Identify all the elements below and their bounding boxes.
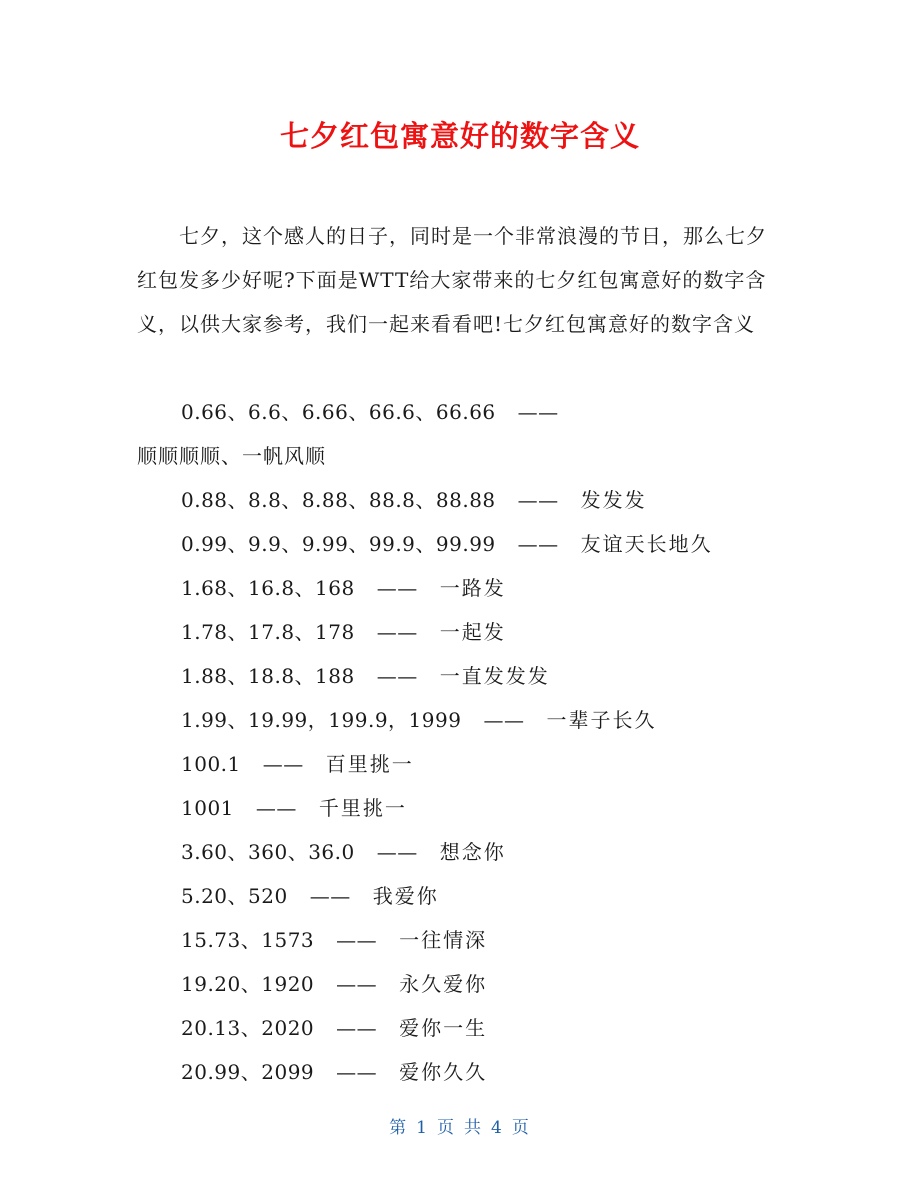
list-item: [0, 566, 920, 610]
item-dash: ——: [376, 664, 418, 688]
item-numbers: 19.20、1920: [181, 972, 315, 996]
item-numbers: 20.99、2099: [181, 1060, 315, 1084]
list-item: [0, 786, 920, 830]
item-numbers: 1.99、19.99，199.9，1999: [181, 708, 462, 732]
list-item: [0, 698, 920, 742]
item-dash: ——: [336, 1016, 378, 1040]
item-meaning: 爱你久久: [399, 1060, 488, 1084]
footer-total-label: 共: [464, 1118, 483, 1138]
item-dash: ——: [517, 532, 559, 556]
item-meaning: 一往情深: [399, 928, 488, 952]
item-numbers: 1.68、16.8、168: [181, 576, 355, 600]
item-meaning: 百里挑一: [325, 752, 414, 776]
item-meaning: 爱你一生: [399, 1016, 488, 1040]
list-item: [0, 830, 920, 874]
intro-text: 七夕，这个感人的日子，同时是一个非常浪漫的节日，那么七夕红包发多少好呢?下面是WTT给大家带来的七夕红包寓意好的数字含义，以供大家参考，我们一起来看看吧!七夕红包寓意好的数字含义: [137, 224, 767, 336]
item-meaning: 顺顺顺顺、一帆风顺: [137, 444, 326, 468]
list-item-continuation: [0, 434, 920, 478]
item-numbers: 20.13、2020: [181, 1016, 315, 1040]
item-meaning: 想念你: [439, 840, 506, 864]
item-meaning: 永久爱你: [399, 972, 488, 996]
intro-paragraph: [137, 214, 787, 346]
page-title: 七夕红包寓意好的数字含义: [279, 119, 640, 153]
item-dash: ——: [262, 752, 304, 776]
item-dash: ——: [376, 840, 418, 864]
item-dash: ——: [336, 972, 378, 996]
item-numbers: 100.1: [181, 752, 241, 776]
item-dash: ——: [517, 488, 559, 512]
list-item: [0, 1006, 920, 1050]
item-dash: ——: [336, 928, 378, 952]
item-numbers: 0.88、8.8、8.88、88.8、88.88: [181, 488, 496, 512]
list-item: [0, 522, 920, 566]
item-numbers: 1.88、18.8、188: [181, 664, 355, 688]
list-item: [0, 962, 920, 1006]
list-item: [0, 610, 920, 654]
list-item: [0, 654, 920, 698]
item-dash: ——: [309, 884, 351, 908]
footer-page-number: 1: [416, 1118, 429, 1138]
item-numbers: 1001: [181, 796, 234, 820]
item-numbers: 0.99、9.9、9.99、99.9、99.99: [181, 532, 496, 556]
item-meaning: 一直发发发: [439, 664, 550, 688]
number-meaning-list: [0, 390, 920, 1094]
item-dash: ——: [255, 796, 297, 820]
item-dash: ——: [376, 620, 418, 644]
list-item: [0, 1050, 920, 1094]
item-meaning: 友谊天长地久: [580, 532, 713, 556]
footer-page-unit: 页: [437, 1118, 456, 1138]
item-numbers: 1.78、17.8、178: [181, 620, 355, 644]
list-item: [0, 918, 920, 962]
footer-total-unit: 页: [511, 1118, 531, 1138]
item-meaning: 我爱你: [372, 884, 439, 908]
item-meaning: 一起发: [439, 620, 506, 644]
item-numbers: 15.73、1573: [181, 928, 315, 952]
footer-total-pages: 4: [491, 1118, 504, 1138]
page-footer: [0, 1113, 920, 1138]
list-item: [0, 390, 920, 434]
item-dash: ——: [517, 400, 559, 424]
item-numbers: 3.60、360、36.0: [181, 840, 355, 864]
list-item: [0, 742, 920, 786]
item-dash: ——: [336, 1060, 378, 1084]
item-meaning: 一路发: [439, 576, 506, 600]
item-numbers: 0.66、6.6、6.66、66.6、66.66: [181, 400, 496, 424]
footer-page-label: 第: [389, 1118, 409, 1138]
item-meaning: 发发发: [580, 488, 647, 512]
item-numbers: 5.20、520: [181, 884, 288, 908]
list-item: [0, 874, 920, 918]
item-meaning: 一辈子长久: [546, 708, 657, 732]
item-dash: ——: [483, 708, 525, 732]
item-dash: ——: [376, 576, 418, 600]
item-meaning: 千里挑一: [318, 796, 407, 820]
list-item: [0, 478, 920, 522]
